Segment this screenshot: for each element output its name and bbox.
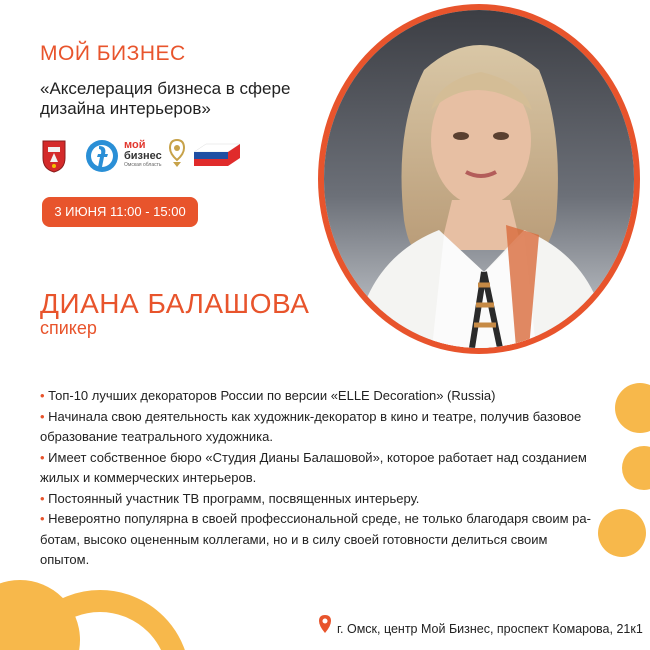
achievement-text: ботам, высоко оцененным коллегами, но и в силу своей готовности делиться своим xyxy=(40,531,548,547)
achievement-item xyxy=(40,489,600,510)
event-title-line-1: «Акселерация бизнеса в сфере xyxy=(40,79,291,98)
achievement-line xyxy=(40,427,600,448)
bullet-dot-icon: • xyxy=(40,388,49,403)
achievement-line xyxy=(40,550,600,571)
achievement-item xyxy=(40,386,600,407)
speaker-achievements-list xyxy=(40,386,600,571)
speaker-photo xyxy=(318,4,640,354)
achievement-text: Невероятно популярна в своей профессиональной среде, не только благодаря своим ра- xyxy=(48,511,591,526)
achievement-line xyxy=(40,530,600,551)
omsk-coat-of-arms-icon xyxy=(40,138,68,174)
bullet-dot-icon: • xyxy=(40,490,49,506)
decorative-circle-3 xyxy=(598,509,646,557)
achievement-line xyxy=(40,407,600,428)
achievement-line xyxy=(40,468,600,489)
event-address: г. Омск, центр Мой Бизнес, проспект Комарова, 21к1 xyxy=(337,622,643,636)
fund-logo-icon xyxy=(84,138,120,174)
speaker-name: ДИАНА БАЛАШОВА xyxy=(40,288,310,319)
location-pin-icon xyxy=(318,614,332,634)
achievement-text: Начинала свою деятельность как художник-декоратор в кино и театре, получив базовое xyxy=(48,408,582,424)
decorative-circle-1 xyxy=(615,383,650,433)
achievement-line xyxy=(40,509,600,530)
achievement-text: образование театрального художника. xyxy=(40,429,273,444)
location-mark-icon xyxy=(168,138,186,168)
logo-line-2: бизнес xyxy=(124,150,162,162)
bullet-dot-icon: • xyxy=(40,449,49,465)
achievement-text: Имеет собственное бюро «Студия Дианы Балашовой», которое работает над созданием xyxy=(48,449,587,465)
achievement-text: жилых и коммерческих интерьеров. xyxy=(40,470,257,485)
achievement-item xyxy=(40,448,600,489)
event-title xyxy=(40,79,320,119)
achievement-item xyxy=(40,407,600,448)
event-title-line-2: дизайна интерьеров» xyxy=(40,99,211,118)
speaker-role: спикер xyxy=(40,318,97,338)
speaker-portrait-image xyxy=(324,10,634,348)
brand-title: МОЙ БИЗНЕС xyxy=(40,42,186,65)
achievement-line xyxy=(40,489,600,510)
partner-logos xyxy=(40,138,250,178)
event-date-badge: 3 ИЮНЯ 11:00 - 15:00 xyxy=(42,197,198,227)
logo-line-1: мой xyxy=(124,139,146,151)
bullet-dot-icon: • xyxy=(40,408,49,424)
achievement-line xyxy=(40,386,600,407)
national-project-flag-icon xyxy=(192,142,242,170)
achievement-text: Постоянный участник ТВ программ, посвященных интерьеру. xyxy=(48,490,420,506)
bullet-dot-icon: • xyxy=(40,511,49,526)
achievement-item xyxy=(40,509,600,571)
achievement-text: Топ-10 лучших декораторов России по версии «ELLE Decoration» (Russia) xyxy=(48,388,496,403)
decorative-arc xyxy=(0,580,80,650)
achievement-text: опытом. xyxy=(40,552,90,567)
logo-line-3: Омская область xyxy=(124,162,162,168)
decorative-circle-2 xyxy=(622,446,650,490)
achievement-line xyxy=(40,448,600,469)
